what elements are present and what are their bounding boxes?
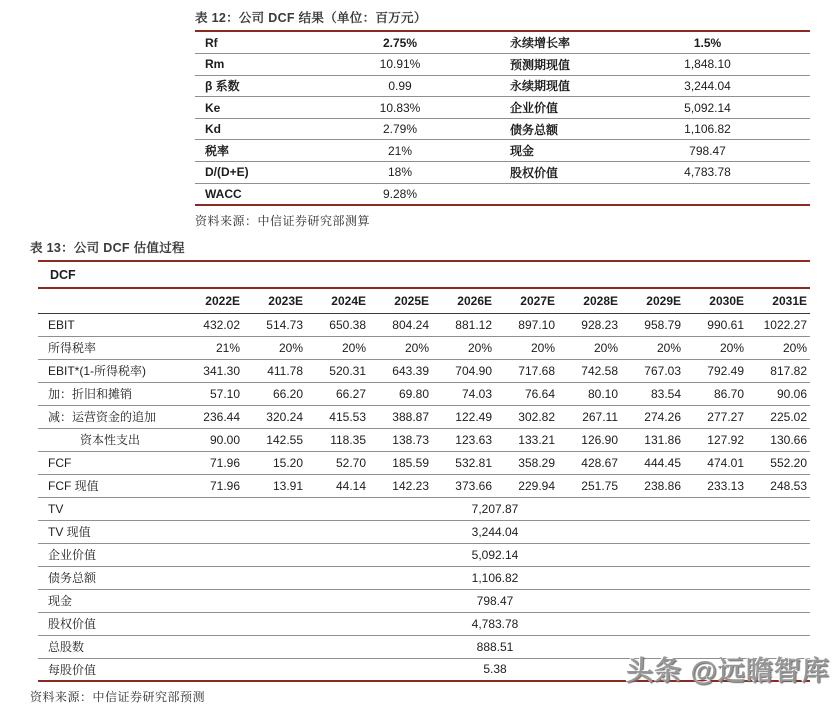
table13 xyxy=(38,260,810,682)
table12-label: 债务总额 xyxy=(495,118,605,140)
table13-value: 20% xyxy=(306,336,369,359)
table12-row xyxy=(195,75,810,97)
table13-value: 928.23 xyxy=(558,313,621,336)
table12-label: 现金 xyxy=(495,140,605,162)
table13-value: 71.96 xyxy=(180,451,243,474)
table13-value: 428.67 xyxy=(558,451,621,474)
table13-summary-label: 现金 xyxy=(38,589,180,612)
table13-summary-value: 1,106.82 xyxy=(180,566,810,589)
table12-label: Rf xyxy=(195,32,305,54)
table12-row xyxy=(195,162,810,184)
table13-group-header: DCF xyxy=(38,262,810,289)
table12-label: Ke xyxy=(195,97,305,119)
table13-value: 86.70 xyxy=(684,382,747,405)
table13-summary-label: 企业价值 xyxy=(38,543,180,566)
table13-row-label: EBIT xyxy=(38,313,180,336)
table12-row xyxy=(195,183,810,205)
table13-value: 185.59 xyxy=(369,451,432,474)
table13-row-label: FCF 现值 xyxy=(38,474,180,497)
table13-value: 133.21 xyxy=(495,428,558,451)
table13-year-header: 2022E xyxy=(180,289,243,313)
table12-value: 10.91% xyxy=(305,54,495,76)
table13-summary-value: 5.38 xyxy=(180,658,810,681)
table13-value: 302.82 xyxy=(495,405,558,428)
table13-value: 130.66 xyxy=(747,428,810,451)
table12-label: 股权价值 xyxy=(495,162,605,184)
table12-label: 永续期现值 xyxy=(495,75,605,97)
table13-row-label: 减：运营资金的追加 xyxy=(38,405,180,428)
table13-year-header: 2031E xyxy=(747,289,810,313)
table12-row xyxy=(195,118,810,140)
table13-value: 15.20 xyxy=(243,451,306,474)
table12 xyxy=(195,30,810,206)
table13-value: 320.24 xyxy=(243,405,306,428)
table13-value: 804.24 xyxy=(369,313,432,336)
table13-value: 74.03 xyxy=(432,382,495,405)
table13-summary-value: 5,092.14 xyxy=(180,543,810,566)
table13-value: 83.54 xyxy=(621,382,684,405)
table13-year-header: 2023E xyxy=(243,289,306,313)
table13-value: 514.73 xyxy=(243,313,306,336)
table13-source: 资料来源：中信证券研究部预测 xyxy=(30,690,206,704)
table12-body xyxy=(195,32,810,205)
table13-row xyxy=(38,313,810,336)
table13-value: 444.45 xyxy=(621,451,684,474)
table13-value: 251.75 xyxy=(558,474,621,497)
table12-label: 税率 xyxy=(195,140,305,162)
table13-summary-value: 888.51 xyxy=(180,635,810,658)
table13-value: 131.86 xyxy=(621,428,684,451)
table13-value: 373.66 xyxy=(432,474,495,497)
table13-value: 118.35 xyxy=(306,428,369,451)
table12-label: D/(D+E) xyxy=(195,162,305,184)
table13-value: 123.63 xyxy=(432,428,495,451)
table13-value: 138.73 xyxy=(369,428,432,451)
table13-summary-row xyxy=(38,543,810,566)
table12-label: Kd xyxy=(195,118,305,140)
table13-value: 20% xyxy=(684,336,747,359)
table13-summary-label: 每股价值 xyxy=(38,658,180,681)
table13-value: 52.70 xyxy=(306,451,369,474)
table13-summary-value: 3,244.04 xyxy=(180,520,810,543)
table12-value: 3,244.04 xyxy=(605,75,810,97)
table13-title: 表 13：公司 DCF 估值过程 xyxy=(30,241,185,255)
table13-value: 20% xyxy=(558,336,621,359)
table13-value: 20% xyxy=(747,336,810,359)
table13-row xyxy=(38,474,810,497)
table13-value: 20% xyxy=(621,336,684,359)
table13-summary-value: 4,783.78 xyxy=(180,612,810,635)
table13-value: 44.14 xyxy=(306,474,369,497)
table13-value: 532.81 xyxy=(432,451,495,474)
table12-value: 2.79% xyxy=(305,118,495,140)
table12-value: 21% xyxy=(305,140,495,162)
table13-summary-label: 债务总额 xyxy=(38,566,180,589)
table13-value: 958.79 xyxy=(621,313,684,336)
table13-value: 142.55 xyxy=(243,428,306,451)
table13-year-header: 2024E xyxy=(306,289,369,313)
table13-value: 236.44 xyxy=(180,405,243,428)
table13-row xyxy=(38,405,810,428)
table13-value: 69.80 xyxy=(369,382,432,405)
table13-value: 388.87 xyxy=(369,405,432,428)
table13-summary-row xyxy=(38,566,810,589)
table13-value: 233.13 xyxy=(684,474,747,497)
table13-value: 20% xyxy=(432,336,495,359)
table13-value: 767.03 xyxy=(621,359,684,382)
table12-source: 资料来源：中信证券研究部测算 xyxy=(195,213,371,228)
table12-value: 1,106.82 xyxy=(605,118,810,140)
table12-label xyxy=(495,183,605,205)
table13-summary-label: TV xyxy=(38,497,180,520)
table13-value: 76.64 xyxy=(495,382,558,405)
table13-summary-value: 7,207.87 xyxy=(180,497,810,520)
table13-value: 704.90 xyxy=(432,359,495,382)
table13-value: 13.91 xyxy=(243,474,306,497)
table13-value: 792.49 xyxy=(684,359,747,382)
table13-year-header: 2026E xyxy=(432,289,495,313)
table13-year-header-row xyxy=(38,289,810,313)
table13-year-header: 2027E xyxy=(495,289,558,313)
table13-value: 90.00 xyxy=(180,428,243,451)
table13-year-header-spacer xyxy=(38,289,180,313)
table13-value: 358.29 xyxy=(495,451,558,474)
table13-row-label: 加：折旧和摊销 xyxy=(38,382,180,405)
table13-row-label: 所得税率 xyxy=(38,336,180,359)
table12-row xyxy=(195,32,810,54)
table13-value: 411.78 xyxy=(243,359,306,382)
table13-value: 277.27 xyxy=(684,405,747,428)
table13-row-label: 资本性支出 xyxy=(38,428,180,451)
table13-value: 21% xyxy=(180,336,243,359)
table13-value: 274.26 xyxy=(621,405,684,428)
table13-row-label: FCF xyxy=(38,451,180,474)
table13-value: 238.86 xyxy=(621,474,684,497)
table13-value: 897.10 xyxy=(495,313,558,336)
table12-title: 表 12：公司 DCF 结果（单位：百万元） xyxy=(195,11,427,25)
table13-value: 990.61 xyxy=(684,313,747,336)
table13-summary-row xyxy=(38,589,810,612)
table13-year-header: 2028E xyxy=(558,289,621,313)
table13-value: 229.94 xyxy=(495,474,558,497)
table13-value: 66.27 xyxy=(306,382,369,405)
watermark: 头条 @远瞻智库 xyxy=(626,656,830,686)
table12-label: 预测期现值 xyxy=(495,54,605,76)
table13-summary-label: 总股数 xyxy=(38,635,180,658)
table12-row xyxy=(195,54,810,76)
table13-value: 142.23 xyxy=(369,474,432,497)
table13-value: 474.01 xyxy=(684,451,747,474)
table13-value: 90.06 xyxy=(747,382,810,405)
table13-value: 520.31 xyxy=(306,359,369,382)
table13-value: 650.38 xyxy=(306,313,369,336)
table12-value: 9.28% xyxy=(305,183,495,205)
table13-value: 1022.27 xyxy=(747,313,810,336)
table13-summary-label: 股权价值 xyxy=(38,612,180,635)
table13-value: 20% xyxy=(243,336,306,359)
table13-summary-row xyxy=(38,612,810,635)
table13-value: 881.12 xyxy=(432,313,495,336)
table12-row xyxy=(195,97,810,119)
table13-value: 267.11 xyxy=(558,405,621,428)
table13-value: 122.49 xyxy=(432,405,495,428)
table12-label: β 系数 xyxy=(195,75,305,97)
table13-value: 225.02 xyxy=(747,405,810,428)
table13-summary-row xyxy=(38,520,810,543)
dcf-process-table-section xyxy=(30,238,810,705)
table12-label: Rm xyxy=(195,54,305,76)
table12-value: 0.99 xyxy=(305,75,495,97)
table13-value: 71.96 xyxy=(180,474,243,497)
table12-row xyxy=(195,140,810,162)
table13-value: 643.39 xyxy=(369,359,432,382)
table13-row-label: EBIT*(1-所得税率) xyxy=(38,359,180,382)
table13-value: 817.82 xyxy=(747,359,810,382)
table12-label: 企业价值 xyxy=(495,97,605,119)
table13-value: 126.90 xyxy=(558,428,621,451)
table12-value: 10.83% xyxy=(305,97,495,119)
table13-value: 20% xyxy=(369,336,432,359)
table12-value: 5,092.14 xyxy=(605,97,810,119)
table13-value: 432.02 xyxy=(180,313,243,336)
table13-value: 127.92 xyxy=(684,428,747,451)
table12-value: 1,848.10 xyxy=(605,54,810,76)
table12-value: 2.75% xyxy=(305,32,495,54)
table13-value: 20% xyxy=(495,336,558,359)
table12-value: 1.5% xyxy=(605,32,810,54)
table13-value: 415.53 xyxy=(306,405,369,428)
table13-value: 717.68 xyxy=(495,359,558,382)
table13-value: 66.20 xyxy=(243,382,306,405)
table13-value: 341.30 xyxy=(180,359,243,382)
table13-value: 552.20 xyxy=(747,451,810,474)
table13-year-header: 2030E xyxy=(684,289,747,313)
table12-value xyxy=(605,183,810,205)
dcf-result-table-section xyxy=(195,8,810,229)
table12-value: 798.47 xyxy=(605,140,810,162)
table12-label: 永续增长率 xyxy=(495,32,605,54)
table12-value: 4,783.78 xyxy=(605,162,810,184)
table13-summary-row xyxy=(38,497,810,520)
table13-row xyxy=(38,382,810,405)
table13-row xyxy=(38,336,810,359)
table13-value: 248.53 xyxy=(747,474,810,497)
table13-row xyxy=(38,451,810,474)
table13-year-header: 2025E xyxy=(369,289,432,313)
table12-value: 18% xyxy=(305,162,495,184)
table13-summary-value: 798.47 xyxy=(180,589,810,612)
table12-label: WACC xyxy=(195,183,305,205)
table13-row xyxy=(38,359,810,382)
table13-value: 57.10 xyxy=(180,382,243,405)
table13-year-header: 2029E xyxy=(621,289,684,313)
table13-value: 80.10 xyxy=(558,382,621,405)
table13-body xyxy=(38,313,810,681)
table13-value: 742.58 xyxy=(558,359,621,382)
table13-summary-label: TV 现值 xyxy=(38,520,180,543)
table13-row xyxy=(38,428,810,451)
